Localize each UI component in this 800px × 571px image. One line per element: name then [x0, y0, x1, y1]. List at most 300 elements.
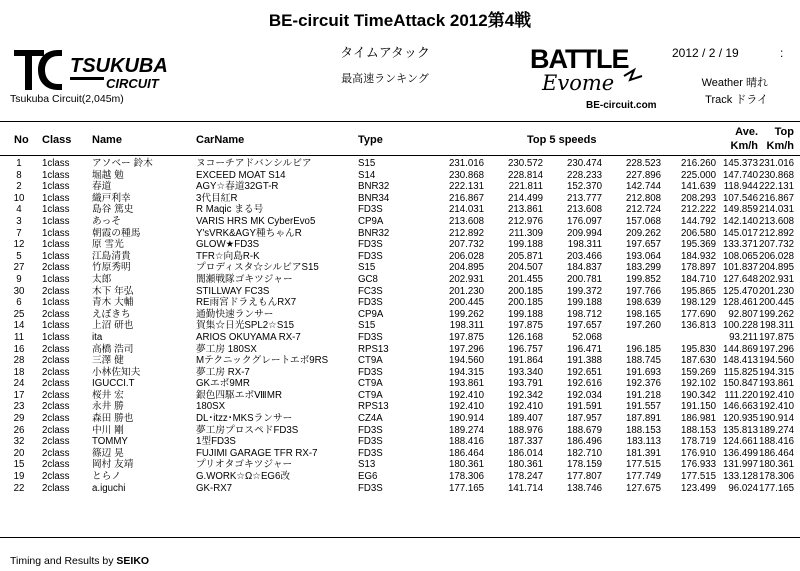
row-class: 2class — [42, 447, 70, 459]
row-speed-5: 177.690 — [680, 308, 716, 320]
row-speed-4: 227.896 — [625, 169, 661, 181]
row-car-name: 銀色四駆エボⅧMR — [196, 389, 282, 401]
row-speed-5: 208.293 — [680, 192, 716, 204]
row-speed-5: 176.933 — [680, 459, 716, 471]
table-row — [0, 344, 800, 356]
header-top-unit: Km/h — [766, 140, 794, 152]
row-top-speed: 213.608 — [758, 215, 794, 227]
logo-sub-text: CIRCUIT — [106, 76, 159, 91]
row-speed-1: 213.608 — [448, 215, 484, 227]
logo-brand-text: TSUKUBA — [70, 55, 168, 77]
row-car-name: 3代目紅R — [196, 192, 238, 204]
row-driver-name: 織戸利幸 — [92, 192, 131, 204]
row-driver-name: a.iguchi — [92, 482, 126, 494]
row-top-speed: 192.410 — [758, 389, 794, 401]
row-speed-3: 192.616 — [566, 378, 602, 390]
timing-credit-prefix: Timing and Results by — [10, 555, 114, 567]
row-class: 2class — [42, 343, 70, 355]
row-class: 2class — [42, 366, 70, 378]
row-speed-5: 136.813 — [680, 320, 716, 332]
row-class: 1class — [42, 192, 70, 204]
circuit-name: Tsukuba Circuit(2,045m) — [10, 93, 124, 105]
row-class: 1class — [42, 297, 70, 309]
row-ave-speed: 108.065 — [722, 250, 758, 262]
row-speed-3: 178.159 — [566, 459, 602, 471]
row-speed-1: 189.274 — [448, 424, 484, 436]
row-driver-name: 堀越 勉 — [92, 169, 124, 181]
row-car-type: FD3S — [358, 331, 383, 343]
row-speed-4: 142.744 — [625, 181, 661, 193]
row-speed-1: 206.028 — [448, 250, 484, 262]
row-speed-1: 202.931 — [448, 273, 484, 285]
row-car-name: 180SX — [196, 401, 226, 413]
table-row — [0, 239, 800, 251]
row-driver-name: 竹原秀明 — [92, 262, 131, 274]
row-speed-4: 209.262 — [625, 227, 661, 239]
row-speed-1: 194.560 — [448, 355, 484, 367]
row-car-type: FD3S — [358, 424, 383, 436]
row-class: 1class — [42, 204, 70, 216]
row-car-name: 夢工房 180SX — [196, 343, 257, 355]
row-driver-name: 青木 大輔 — [92, 297, 134, 309]
row-speed-2: 189.407 — [507, 413, 543, 425]
table-bottom-rule — [0, 537, 800, 538]
row-speed-3: 199.188 — [566, 297, 602, 309]
row-driver-name: 篠辺 晃 — [92, 447, 124, 459]
row-speed-1: 188.416 — [448, 436, 484, 448]
table-row — [0, 459, 800, 471]
row-driver-name: IGUCCI.T — [92, 378, 135, 390]
row-driver-name: アソベー 鈴木 — [92, 158, 153, 169]
row-ave-speed: 135.813 — [722, 424, 758, 436]
row-speed-2: 201.455 — [507, 273, 543, 285]
row-class: 1class — [42, 320, 70, 332]
row-ave-speed: 111.220 — [724, 389, 758, 401]
row-no: 22 — [13, 482, 25, 494]
row-speed-5: 184.932 — [680, 250, 716, 262]
row-top-speed: 231.016 — [758, 158, 794, 169]
row-car-type: EG6 — [358, 471, 378, 483]
row-car-type: CP9A — [358, 308, 384, 320]
row-ave-speed: 115.825 — [723, 366, 758, 378]
row-top-speed: 198.311 — [759, 320, 794, 332]
row-no: 14 — [13, 320, 25, 332]
row-speed-2: 141.714 — [507, 482, 543, 494]
row-car-type: CZ4A — [358, 413, 383, 425]
row-car-name: DL･itzz･MKSランサー — [196, 413, 293, 425]
row-speed-3: 188.679 — [566, 424, 602, 436]
row-no: 29 — [13, 413, 25, 425]
row-speed-2: 188.976 — [507, 424, 543, 436]
table-header-rule — [0, 155, 800, 156]
table-row — [0, 170, 800, 182]
row-speed-4: 188.745 — [625, 355, 661, 367]
row-car-name: AGY☆春道32GT-R — [196, 181, 279, 193]
header-car-name: CarName — [196, 134, 245, 146]
table-row — [0, 483, 800, 495]
row-speed-5: 195.865 — [680, 285, 716, 297]
row-speed-4: 188.153 — [625, 424, 661, 436]
row-speed-1: 231.016 — [448, 158, 484, 169]
row-no: 24 — [13, 378, 25, 390]
row-top-speed: 197.296 — [758, 343, 794, 355]
row-speed-2: 180.361 — [507, 459, 543, 471]
row-ave-speed: 144.869 — [722, 343, 758, 355]
row-speed-5: 195.369 — [680, 239, 716, 251]
row-car-name: ARIOS OKUYAMA RX-7 — [196, 331, 301, 343]
row-speed-3: 186.496 — [566, 436, 602, 448]
row-top-speed: 178.306 — [758, 471, 794, 483]
row-class: 2class — [42, 285, 70, 297]
row-speed-5: 206.580 — [680, 227, 716, 239]
row-car-name: プリオタゴキツジャー — [196, 459, 293, 471]
row-car-name: VARIS HRS MK CyberEvo5 — [196, 215, 316, 227]
table-row — [0, 193, 800, 205]
row-speed-3: 177.807 — [566, 471, 602, 483]
row-speed-5: 178.897 — [680, 262, 716, 274]
row-speed-4: 197.766 — [625, 285, 661, 297]
row-driver-name: 島谷 篤史 — [92, 204, 134, 216]
row-class: 2class — [42, 413, 70, 425]
row-no: 2 — [16, 181, 22, 193]
row-no: 20 — [13, 447, 25, 459]
row-top-speed: 197.875 — [758, 331, 794, 343]
row-speed-1: 190.914 — [448, 413, 484, 425]
row-speed-1: 180.361 — [448, 459, 484, 471]
row-car-type: FD3S — [358, 204, 383, 216]
row-speed-2: 199.188 — [507, 239, 543, 251]
header-top5-speeds: Top 5 speeds — [527, 134, 597, 146]
row-speed-5: 186.981 — [680, 413, 716, 425]
row-speed-4: 198.165 — [625, 308, 661, 320]
row-speed-1: 192.410 — [448, 401, 484, 413]
row-speed-5: 190.342 — [680, 389, 716, 401]
header-top: Top — [774, 126, 794, 138]
row-speed-2: 200.185 — [507, 285, 543, 297]
session-title: タイムアタック — [340, 45, 430, 60]
row-speed-2: 205.871 — [507, 250, 543, 262]
row-driver-name: 永井 勝 — [92, 401, 124, 413]
row-car-name: FUJIMI GARAGE TFR RX-7 — [196, 447, 318, 459]
row-speed-3: 184.837 — [566, 262, 602, 274]
row-no: 26 — [13, 424, 25, 436]
row-speed-2: 200.185 — [507, 297, 543, 309]
row-car-type: CT9A — [358, 378, 383, 390]
row-speed-4: 196.185 — [625, 343, 661, 355]
row-speed-1: 212.892 — [448, 227, 484, 239]
row-ave-speed: 150.847 — [722, 378, 758, 390]
row-ave-speed: 148.413 — [722, 355, 758, 367]
row-speed-2: 126.168 — [507, 331, 543, 343]
row-car-name: ヌコーチアドバンシルビア — [196, 158, 312, 169]
row-no: 12 — [13, 239, 25, 251]
row-ave-speed: 149.859 — [722, 204, 758, 216]
row-speed-1: 214.031 — [448, 204, 484, 216]
seiko-brand: SEIKO — [116, 555, 150, 567]
row-car-type: FD3S — [358, 366, 383, 378]
row-class: 1class — [42, 181, 70, 193]
table-row — [0, 204, 800, 216]
row-car-name: STILLWAY FC3S — [196, 285, 270, 297]
row-top-speed: 190.914 — [758, 413, 794, 425]
row-speed-5: 159.269 — [680, 366, 716, 378]
row-speed-3: 138.746 — [566, 482, 602, 494]
row-class: 1class — [42, 215, 70, 227]
row-speed-1: 200.445 — [448, 297, 484, 309]
row-car-name: Mテクニックグレートエボ9RS — [196, 355, 329, 367]
track-status: Track ドライ — [705, 94, 768, 106]
row-ave-speed: 100.228 — [722, 320, 758, 332]
row-car-type: S13 — [358, 459, 376, 471]
row-no: 10 — [13, 192, 25, 204]
row-car-name: GLOW★FD3S — [196, 239, 260, 251]
row-speed-4: 191.218 — [625, 389, 661, 401]
row-car-type: CP9A — [358, 215, 384, 227]
row-speed-4: 177.515 — [625, 459, 661, 471]
row-speed-5: 191.150 — [680, 401, 716, 413]
row-speed-1: 192.410 — [448, 389, 484, 401]
row-class: 1class — [42, 169, 70, 181]
row-speed-4: 183.113 — [626, 436, 661, 448]
page-title: BE-circuit TimeAttack 2012第4戦 — [268, 11, 532, 30]
row-no: 27 — [13, 262, 25, 274]
row-no: 6 — [16, 297, 22, 309]
row-speed-4: 191.557 — [625, 401, 661, 413]
row-no: 15 — [13, 459, 25, 471]
row-driver-name: 高橋 浩司 — [92, 343, 134, 355]
row-class: 2class — [42, 308, 70, 320]
row-speed-5: 176.910 — [680, 447, 716, 459]
row-speed-5: 192.102 — [680, 378, 716, 390]
row-speed-2: 196.757 — [507, 343, 543, 355]
row-top-speed: 206.028 — [758, 250, 794, 262]
row-no: 30 — [13, 285, 25, 297]
row-car-name: 1型FD3S — [196, 436, 236, 448]
table-row — [0, 297, 800, 309]
row-speed-4: 187.891 — [625, 413, 661, 425]
row-speed-1: 177.165 — [448, 482, 484, 494]
row-speed-2: 191.864 — [507, 355, 543, 367]
row-car-name: G.WORK☆Ω☆EG6改 — [196, 471, 291, 483]
row-speed-5: 188.153 — [680, 424, 716, 436]
row-car-type: CT9A — [358, 389, 383, 401]
row-speed-5: 177.515 — [680, 471, 716, 483]
row-speed-4: 212.724 — [625, 204, 661, 216]
row-top-speed: 230.868 — [758, 169, 794, 181]
row-top-speed: 177.165 — [758, 482, 794, 494]
row-no: 32 — [13, 436, 25, 448]
row-speed-4: 197.657 — [625, 239, 661, 251]
row-driver-name: とらノ — [92, 471, 122, 483]
row-speed-1: 199.262 — [448, 308, 484, 320]
row-no: 4 — [16, 204, 22, 216]
row-ave-speed: 145.373 — [722, 158, 758, 169]
row-car-name: EXCEED MOAT S14 — [196, 169, 286, 181]
row-top-speed: 194.315 — [758, 366, 794, 378]
row-speed-2: 214.499 — [507, 192, 543, 204]
row-speed-4: 157.068 — [625, 215, 661, 227]
row-car-type: FD3S — [358, 250, 383, 262]
row-no: 16 — [13, 343, 25, 355]
battle-logo-top: BATTLE — [530, 44, 629, 74]
battle-evome-logo — [528, 44, 658, 114]
row-top-speed: 192.410 — [758, 401, 794, 413]
results-table — [0, 158, 800, 494]
row-no: 9 — [16, 273, 22, 285]
row-car-name: TFR☆向島R-K — [196, 250, 260, 262]
row-class: 1class — [42, 227, 70, 239]
ranking-subtitle: 最高速ランキング — [341, 73, 429, 85]
table-row — [0, 425, 800, 437]
row-no: 18 — [13, 366, 25, 378]
row-driver-name: 三澤 健 — [92, 355, 124, 367]
row-ave-speed: 131.997 — [722, 459, 758, 471]
row-speed-5: 178.719 — [680, 436, 716, 448]
table-row — [0, 378, 800, 390]
row-ave-speed: 92.807 — [728, 308, 758, 320]
row-top-speed: 202.931 — [758, 273, 794, 285]
table-row — [0, 251, 800, 263]
row-speed-1: 197.296 — [448, 343, 484, 355]
row-speed-1: 216.867 — [448, 192, 484, 204]
row-speed-2: 228.814 — [507, 169, 543, 181]
row-speed-4: 228.523 — [625, 158, 661, 169]
row-speed-2: 199.188 — [507, 308, 543, 320]
table-row — [0, 332, 800, 344]
row-class: 1class — [42, 331, 70, 343]
row-top-speed: 207.732 — [758, 239, 794, 251]
row-no: 28 — [13, 355, 25, 367]
row-top-speed: 200.445 — [758, 297, 794, 309]
row-ave-speed: 133.371 — [722, 239, 758, 251]
row-car-type: CT9A — [358, 355, 383, 367]
row-car-type: FD3S — [358, 482, 383, 494]
row-speed-2: 178.247 — [507, 471, 543, 483]
row-speed-3: 203.466 — [566, 250, 602, 262]
row-speed-1: 178.306 — [448, 471, 484, 483]
header-name: Name — [92, 134, 122, 146]
row-class: 1class — [42, 158, 70, 169]
table-row — [0, 309, 800, 321]
row-class: 2class — [42, 355, 70, 367]
row-speed-3: 200.781 — [566, 273, 602, 285]
row-driver-name: 桜井 宏 — [92, 389, 124, 401]
row-speed-4: 193.064 — [625, 250, 661, 262]
row-speed-5: 184.710 — [680, 273, 716, 285]
header-no: No — [14, 134, 29, 146]
row-class: 2class — [42, 378, 70, 390]
row-ave-speed: 145.017 — [722, 227, 758, 239]
row-car-type: RPS13 — [358, 401, 389, 413]
row-speed-1: 194.315 — [448, 366, 484, 378]
table-row — [0, 436, 800, 448]
row-speed-1: 207.732 — [448, 239, 484, 251]
row-car-name: 闇瀬戦隊ゴキツジャー — [196, 273, 293, 285]
row-top-speed: 214.031 — [758, 204, 794, 216]
table-row — [0, 320, 800, 332]
row-speed-3: 197.657 — [566, 320, 602, 332]
row-car-name: 夢工房 RX-7 — [196, 366, 250, 378]
row-driver-name: ita — [92, 331, 103, 343]
row-speed-3: 198.712 — [566, 308, 602, 320]
row-speed-3: 187.957 — [566, 413, 602, 425]
row-class: 2class — [42, 459, 70, 471]
row-top-speed: 188.416 — [758, 436, 794, 448]
row-car-type: FD3S — [358, 297, 383, 309]
row-driver-name: 中川 剛 — [92, 424, 124, 436]
table-row — [0, 181, 800, 193]
row-no: 3 — [16, 215, 22, 227]
row-speed-3: 192.034 — [566, 389, 602, 401]
table-top-rule — [0, 121, 800, 122]
row-class: 2class — [42, 436, 70, 448]
row-no: 1 — [16, 158, 22, 169]
row-car-name: 通勤快速ランサー — [196, 308, 274, 320]
row-speed-2: 192.410 — [507, 401, 543, 413]
row-speed-4: 191.693 — [625, 366, 661, 378]
row-top-speed: 216.867 — [758, 192, 794, 204]
row-speed-5: 198.129 — [680, 297, 716, 309]
row-speed-4: 181.391 — [625, 447, 661, 459]
row-top-speed: 194.560 — [758, 355, 794, 367]
row-speed-2: 192.342 — [507, 389, 543, 401]
row-car-type: FD3S — [358, 447, 383, 459]
row-class: 2class — [42, 482, 70, 494]
row-top-speed: 212.892 — [758, 227, 794, 239]
row-car-type: GC8 — [358, 273, 378, 285]
header-class: Class — [42, 134, 72, 146]
row-car-type: RPS13 — [358, 343, 389, 355]
row-speed-2: 212.976 — [507, 215, 543, 227]
row-no: 19 — [13, 471, 25, 483]
row-car-type: BNR34 — [358, 192, 390, 204]
row-driver-name: 江島清貴 — [92, 250, 131, 262]
row-car-name: GKエボ9MR — [196, 378, 250, 390]
row-driver-name: 朝霞の種馬 — [92, 227, 141, 239]
row-ave-speed: 124.661 — [722, 436, 758, 448]
header-type: Type — [358, 134, 383, 146]
table-row — [0, 413, 800, 425]
row-class: 2class — [42, 389, 70, 401]
row-speed-4: 199.852 — [625, 273, 661, 285]
row-speed-3: 176.097 — [566, 215, 602, 227]
row-class: 2class — [42, 424, 70, 436]
table-row — [0, 228, 800, 240]
row-car-type: S14 — [358, 169, 376, 181]
row-ave-speed: 128.461 — [722, 297, 758, 309]
row-ave-speed: 107.546 — [722, 192, 758, 204]
row-speed-2: 221.811 — [508, 181, 543, 193]
row-speed-2: 193.340 — [507, 366, 543, 378]
row-ave-speed: 147.740 — [722, 169, 758, 181]
row-top-speed: 189.274 — [758, 424, 794, 436]
row-speed-4: 198.639 — [625, 297, 661, 309]
row-no: 17 — [13, 389, 25, 401]
row-speed-3: 192.651 — [566, 366, 602, 378]
row-car-type: S15 — [358, 262, 376, 274]
row-ave-speed: 133.128 — [722, 471, 758, 483]
row-ave-speed: 101.837 — [722, 262, 758, 274]
row-driver-name: えぼきち — [92, 308, 131, 320]
row-class: 2class — [42, 401, 70, 413]
row-speed-5: 123.499 — [680, 482, 716, 494]
row-speed-3: 228.233 — [566, 169, 602, 181]
row-speed-4: 183.299 — [625, 262, 661, 274]
row-speed-2: 187.337 — [507, 436, 543, 448]
row-car-name: RE雨宮ドラえもんRX7 — [196, 297, 297, 309]
row-ave-speed: 136.499 — [722, 447, 758, 459]
row-car-type: BNR32 — [358, 227, 390, 239]
